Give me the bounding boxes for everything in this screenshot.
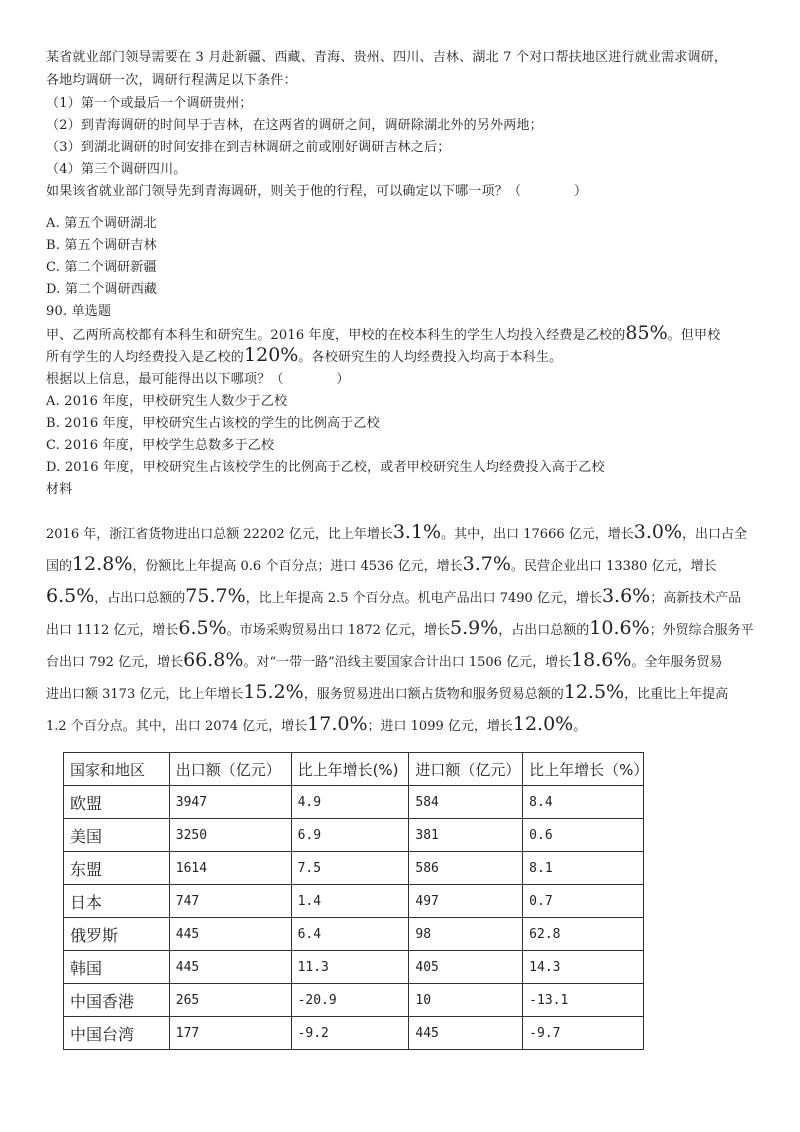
import-cell: 584 [409, 786, 523, 819]
header-export: 出口额（亿元） [169, 753, 291, 786]
q90-stem-2c: 。各校研究生的人均经费投入均高于本科生。 [298, 350, 563, 365]
import-cell: 586 [409, 852, 523, 885]
export-growth-cell: -20.9 [291, 984, 409, 1017]
q89-option-c: C. 第二个调研新疆 [46, 260, 157, 275]
import-growth-cell: 62.8 [523, 918, 644, 951]
import-growth-cell: -13.1 [523, 984, 644, 1017]
q90-option-b: B. 2016 年度，甲校研究生占该校的学生的比例高于乙校 [46, 416, 380, 431]
q89-question: 如果该省就业部门领导先到青海调研，则关于他的行程，可以确定以下哪一项？（ ） [46, 184, 588, 199]
header-import: 进口额（亿元） [409, 753, 523, 786]
export-growth-cell: 1.4 [291, 885, 409, 918]
q90-stem-1c: 。但甲校 [667, 328, 721, 343]
percent-value: 3.0% [633, 521, 683, 543]
import-cell: 10 [409, 984, 523, 1017]
region-cell: 中国香港 [64, 984, 170, 1017]
region-cell: 日本 [64, 885, 170, 918]
table-row [64, 819, 644, 852]
text-run: ，比上年提高 2.5 个百分点。机电产品出口 7490 亿元，增长 [245, 591, 602, 606]
header-export-growth: 比上年增长(%) [291, 753, 409, 786]
material-line [46, 676, 766, 708]
table-header-row [64, 753, 644, 786]
import-cell: 405 [409, 951, 523, 984]
export-cell: 3947 [169, 786, 291, 819]
import-growth-cell: -9.7 [523, 1017, 644, 1050]
import-cell: 445 [409, 1017, 523, 1050]
text-run: 2016 年，浙江省货物进出口总额 22202 亿元，比上年增长 [46, 527, 393, 542]
table-row [64, 984, 644, 1017]
text-run: 台出口 792 亿元，增长 [46, 655, 184, 670]
q90-stem-1a: 甲、乙两所高校都有本科生和研究生。2016 年度，甲校的在校本科生的学生人均投入经费是乙校的 [46, 328, 626, 343]
export-cell: 177 [169, 1017, 291, 1050]
text-run: 。全年服务贸易 [631, 655, 723, 670]
export-cell: 445 [169, 918, 291, 951]
export-cell: 265 [169, 984, 291, 1017]
q90-question: 根据以上信息，最可能得出以下哪项？（ ） [46, 372, 350, 387]
text-run: 。其中，出口 17666 亿元，增长 [441, 527, 634, 542]
table-row [64, 852, 644, 885]
import-growth-cell: 8.1 [523, 852, 644, 885]
table-row [64, 918, 644, 951]
text-run: 。民营企业出口 13380 亿元，增长 [510, 559, 717, 574]
material-line [46, 548, 766, 580]
import-cell: 381 [409, 819, 523, 852]
percent-value: 17.0% [307, 713, 368, 735]
q89-condition-1: （1）第一个或最后一个调研贵州； [46, 96, 253, 111]
export-growth-cell: 6.9 [291, 819, 409, 852]
text-run: ，占出口总额的 [498, 623, 590, 638]
import-growth-cell: 14.3 [523, 951, 644, 984]
material-line [46, 516, 766, 548]
text-run: ，份额比上年提高 0.6 个百分点；进口 4536 亿元，增长 [132, 559, 463, 574]
import-growth-cell: 0.6 [523, 819, 644, 852]
percent-value: 5.9% [450, 617, 499, 639]
text-run: ，出口占全 [682, 527, 748, 542]
text-run: ；外贸综合服务平 [649, 623, 754, 638]
export-growth-cell: 4.9 [291, 786, 409, 819]
percent-value: 15.2% [243, 681, 304, 703]
material-line [46, 612, 766, 644]
table-row [64, 786, 644, 819]
percent-value: 6.5% [46, 585, 95, 607]
material-line [46, 644, 766, 676]
percent-value: 10.6% [589, 617, 650, 639]
table-row [64, 885, 644, 918]
percent-value: 6.5% [178, 617, 227, 639]
text-run: ；进口 1099 亿元，增长 [367, 719, 513, 734]
q90-stem-2a: 所有学生的人均经费投入是乙校的 [46, 350, 245, 365]
import-growth-cell: 0.7 [523, 885, 644, 918]
q90-stem-line-2 [46, 346, 562, 367]
table-row [64, 1017, 644, 1050]
region-cell: 中国台湾 [64, 1017, 170, 1050]
text-run: 进出口额 3173 亿元，比上年增长 [46, 687, 244, 702]
percent-value: 75.7% [185, 585, 246, 607]
material-line [46, 708, 766, 740]
region-cell: 俄罗斯 [64, 918, 170, 951]
q89-condition-2: （2）到青海调研的时间早于吉林，在这两省的调研之间，调研除湖北外的另外两地； [46, 118, 543, 133]
q90-option-d: D. 2016 年度，甲校研究生占该校学生的比例高于乙校，或者甲校研究生人均经费投入高于乙校 [46, 460, 605, 475]
export-growth-cell: 7.5 [291, 852, 409, 885]
text-run: 国的 [46, 559, 73, 574]
text-run: ，比重比上年提高 [624, 687, 729, 702]
import-growth-cell: 8.4 [523, 786, 644, 819]
text-run: ；高新技术产品 [650, 591, 742, 606]
q90-stem-line-1 [46, 324, 720, 345]
percent-value: 3.7% [462, 553, 511, 575]
percent-value: 12.5% [563, 681, 625, 703]
percent-value: 3.6% [601, 585, 651, 607]
text-run: 。 [573, 719, 587, 734]
export-cell: 3250 [169, 819, 291, 852]
import-cell: 98 [409, 918, 523, 951]
q89-option-d: D. 第二个调研西藏 [46, 282, 158, 297]
material-paragraph [46, 516, 766, 740]
q89-intro-line-1: 某省就业部门领导需要在 3 月赴新疆、西藏、青海、贵州、四川、吉林、湖北 7 个对口帮扶地区进行就业需求调研， [46, 50, 728, 65]
q90-stem-1b: 85% [625, 322, 668, 344]
percent-value: 66.8% [183, 649, 244, 671]
q89-intro-line-2: 各地均调研一次，调研行程满足以下条件： [46, 73, 297, 88]
export-growth-cell: 11.3 [291, 951, 409, 984]
q90-stem-2b: 120% [244, 344, 299, 366]
q90-option-a: A. 2016 年度，甲校研究生人数少于乙校 [46, 394, 288, 409]
material-line [46, 580, 766, 612]
text-run: 。市场采购贸易出口 1872 亿元，增长 [226, 623, 450, 638]
text-run: 。对“一带一路”沿线主要国家合计出口 1506 亿元，增长 [243, 655, 572, 670]
region-cell: 欧盟 [64, 786, 170, 819]
q90-label: 90. 单选题 [46, 304, 112, 319]
text-run: ，占出口总额的 [94, 591, 186, 606]
text-run: 出口 1112 亿元，增长 [46, 623, 179, 638]
text-run: 1.2 个百分点。其中，出口 2074 亿元，增长 [46, 719, 308, 734]
import-cell: 497 [409, 885, 523, 918]
export-cell: 445 [169, 951, 291, 984]
material-label: 材料 [46, 482, 73, 497]
trade-table [63, 752, 649, 1050]
percent-value: 12.0% [512, 713, 574, 735]
region-cell: 韩国 [64, 951, 170, 984]
export-growth-cell: -9.2 [291, 1017, 409, 1050]
q89-condition-4: （4）第三个调研四川。 [46, 162, 187, 177]
export-growth-cell: 6.4 [291, 918, 409, 951]
export-cell: 1614 [169, 852, 291, 885]
q89-condition-3: （3）到湖北调研的时间安排在到吉林调研之前或刚好调研吉林之后； [46, 140, 451, 155]
export-cell: 747 [169, 885, 291, 918]
header-import-growth: 比上年增长（%） [523, 753, 644, 786]
text-run: ，服务贸易进出口额占货物和服务贸易总额的 [303, 687, 564, 702]
percent-value: 3.1% [392, 521, 442, 543]
region-cell: 美国 [64, 819, 170, 852]
region-cell: 东盟 [64, 852, 170, 885]
q89-option-b: B. 第五个调研吉林 [46, 238, 157, 253]
percent-value: 12.8% [72, 553, 133, 575]
header-region: 国家和地区 [64, 753, 170, 786]
q89-option-a: A. 第五个调研湖北 [46, 216, 157, 231]
table-row [64, 951, 644, 984]
q90-option-c: C. 2016 年度，甲校学生总数多于乙校 [46, 438, 275, 453]
percent-value: 18.6% [571, 649, 632, 671]
